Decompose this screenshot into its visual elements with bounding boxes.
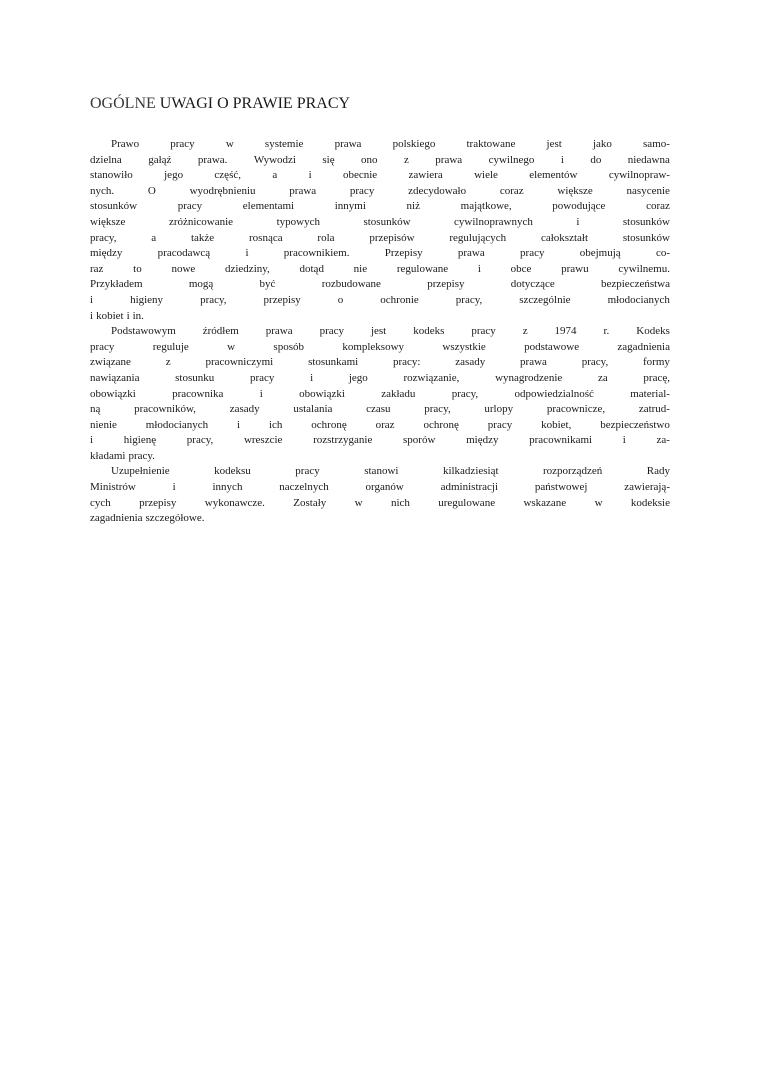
word: rozporządzeń xyxy=(543,465,603,478)
word: w xyxy=(594,496,603,509)
word: cywilnoprawnych xyxy=(454,215,533,228)
word: co- xyxy=(655,247,670,260)
word: pracy xyxy=(90,340,115,353)
word: 1974 xyxy=(554,325,577,338)
word: zagadnienia xyxy=(90,512,143,525)
word: zatrud- xyxy=(638,403,670,416)
word: stosunków xyxy=(90,200,138,213)
word: regulujących xyxy=(449,231,507,244)
word: wskazane xyxy=(523,496,567,509)
word: i xyxy=(237,418,241,431)
word: obce xyxy=(510,262,532,275)
word: prawa xyxy=(520,356,547,369)
word: pracownikiem. xyxy=(283,247,350,260)
word: przepisy xyxy=(139,496,177,509)
word: O xyxy=(147,184,156,197)
title-rest: UWAGI O PRAWIE PRACY xyxy=(159,95,351,112)
word: coraz xyxy=(646,200,670,213)
word: Podstawowym xyxy=(111,325,176,338)
word: i xyxy=(172,481,176,494)
word: elementami xyxy=(242,200,295,213)
text-line xyxy=(90,402,670,418)
word: nych. xyxy=(90,184,115,197)
text-line xyxy=(90,199,670,215)
word: za- xyxy=(656,434,670,447)
word: czasu xyxy=(366,403,391,416)
word: oraz xyxy=(375,418,395,431)
word: pracowników, xyxy=(134,403,196,416)
word: nawiązania xyxy=(90,371,140,384)
word: majątkowe, xyxy=(460,200,512,213)
word: kilkadziesiąt xyxy=(442,465,499,478)
word: i xyxy=(560,153,564,166)
word: r. xyxy=(603,325,610,338)
word: a xyxy=(272,169,278,182)
word: material- xyxy=(630,387,670,400)
word: stosunku xyxy=(175,371,215,384)
word: dotyczące xyxy=(510,278,555,291)
word: i xyxy=(308,169,312,182)
word: obecnie xyxy=(342,169,378,182)
word: traktowane xyxy=(466,138,516,150)
word: cych xyxy=(90,496,111,509)
word: szczególnie xyxy=(519,293,571,306)
text-line xyxy=(90,496,670,512)
word: rozbudowane xyxy=(321,278,381,291)
word: całokształt xyxy=(540,231,589,244)
word: wynagrodzenie xyxy=(495,371,563,384)
word: kodeks xyxy=(413,325,445,338)
word: i xyxy=(90,309,94,322)
word: i xyxy=(310,371,314,384)
word: wreszcie xyxy=(243,434,283,447)
word: z xyxy=(522,325,528,338)
word: młodocianych xyxy=(607,293,670,306)
text-line xyxy=(90,293,670,309)
word: pracę, xyxy=(643,371,670,384)
text-line xyxy=(90,464,670,480)
word: zakładu xyxy=(381,387,416,400)
word: pracy, xyxy=(424,403,451,416)
word: powodujące xyxy=(552,200,606,213)
word: kompleksowy xyxy=(342,340,405,353)
word: Ministrów xyxy=(90,481,136,494)
word: pracy xyxy=(319,325,344,338)
word: sporów xyxy=(403,434,436,447)
word: między xyxy=(90,247,123,260)
word: większe xyxy=(557,184,593,197)
text-line xyxy=(90,449,670,465)
text-line xyxy=(90,184,670,200)
text-line xyxy=(90,324,670,340)
word: pracy xyxy=(349,184,375,197)
word: prawa xyxy=(289,184,317,197)
word: pracy xyxy=(249,371,275,384)
word: to xyxy=(133,262,142,275)
word: stanowiło xyxy=(90,169,133,182)
word: pracy xyxy=(520,247,545,260)
word: pracy, xyxy=(200,293,227,306)
word: bezpieczeństwa xyxy=(600,278,670,291)
word: stosunkami xyxy=(308,356,359,369)
word: higieny xyxy=(130,293,164,306)
text-line xyxy=(90,340,670,356)
word: formy xyxy=(643,356,670,369)
word: a xyxy=(151,231,157,244)
word: prawu xyxy=(561,262,589,275)
word: stosunków xyxy=(622,231,670,244)
word: do xyxy=(590,153,602,166)
text-line xyxy=(90,355,670,371)
word: reguluje xyxy=(152,340,189,353)
word: przepisów xyxy=(369,231,415,244)
word: pracy, xyxy=(581,356,609,369)
word: odpowiedzialność xyxy=(514,387,594,400)
word: Prawo xyxy=(111,138,140,150)
title-first-word: OGÓLNE xyxy=(90,95,156,112)
word: administracji xyxy=(440,481,499,494)
word: wyodrębnieniu xyxy=(189,184,256,197)
word: zawierają- xyxy=(624,481,670,494)
word: Kodeks xyxy=(636,325,670,338)
word: pracy. xyxy=(128,449,155,462)
word: w xyxy=(225,138,234,150)
word: zróżnicowanie xyxy=(168,215,234,228)
text-line xyxy=(90,387,670,403)
word: ochronę xyxy=(423,418,459,431)
word: pracy: xyxy=(393,356,421,369)
text-line xyxy=(90,153,670,169)
word: źródłem xyxy=(202,325,239,338)
word: niedawna xyxy=(627,153,670,166)
word: wiele xyxy=(474,169,498,182)
word: obowiązki xyxy=(90,387,136,400)
word: rola xyxy=(317,231,335,244)
word: szczegółowe. xyxy=(145,512,205,525)
word: prawa xyxy=(265,325,293,338)
text-line xyxy=(90,371,670,387)
word: pracy xyxy=(471,325,496,338)
word: prawa xyxy=(435,153,463,166)
word: część, xyxy=(214,169,241,182)
word: prawa. xyxy=(197,153,228,166)
word: pracy xyxy=(177,200,203,213)
word: gałąź xyxy=(148,153,172,166)
word: pracownicze, xyxy=(546,403,606,416)
word: prawa xyxy=(457,247,485,260)
word: się xyxy=(322,153,335,166)
word: być xyxy=(259,278,276,291)
word: pracowniczymi xyxy=(205,356,274,369)
word: zawiera xyxy=(408,169,443,182)
text-line xyxy=(90,137,670,153)
word: w xyxy=(354,496,363,509)
word: cywilnego xyxy=(488,153,535,166)
word: kładami xyxy=(90,449,126,462)
text-line xyxy=(90,215,670,231)
word: kobiet, xyxy=(541,418,572,431)
word: nowe xyxy=(171,262,196,275)
word: coraz xyxy=(499,184,524,197)
word: Rady xyxy=(646,465,670,478)
word: elementów xyxy=(529,169,578,182)
word: pracy xyxy=(295,465,320,478)
word: innych xyxy=(212,481,243,494)
word: pracy, xyxy=(455,293,483,306)
word: w xyxy=(227,340,236,353)
word: o xyxy=(337,293,344,306)
word: organów xyxy=(365,481,404,494)
word: podstawowe xyxy=(524,340,580,353)
word: pracy xyxy=(170,138,195,150)
word: typowych xyxy=(276,215,320,228)
word: ochronę xyxy=(311,418,347,431)
text-line xyxy=(90,231,670,247)
word: i xyxy=(576,215,580,228)
word: innymi xyxy=(334,200,366,213)
word: Przepisy xyxy=(384,247,423,260)
word: prawa xyxy=(334,138,362,150)
word: ną xyxy=(90,403,101,416)
word: raz xyxy=(90,262,104,275)
word: jego xyxy=(348,371,368,384)
text-line xyxy=(90,511,670,527)
word: mogą xyxy=(188,278,214,291)
word: i xyxy=(245,247,249,260)
word: pracy, xyxy=(90,231,117,244)
word: i xyxy=(90,293,94,306)
word: kodeksu xyxy=(214,465,251,478)
word: uregulowane xyxy=(438,496,496,509)
word: stosunków xyxy=(363,215,411,228)
word: cywilnopraw- xyxy=(608,169,670,182)
text-line xyxy=(90,418,670,434)
word: rozstrzyganie xyxy=(313,434,373,447)
word: pracownika xyxy=(172,387,224,400)
word: młodocianych xyxy=(145,418,209,431)
word: obejmują xyxy=(579,247,621,260)
word: pracownikami xyxy=(529,434,593,447)
word: systemie xyxy=(264,138,304,150)
word: jego xyxy=(164,169,184,182)
word: pracy, xyxy=(186,434,214,447)
word: stanowi xyxy=(364,465,399,478)
word: higienę xyxy=(123,434,157,447)
word: państwowej xyxy=(534,481,588,494)
word: bezpieczeństwo xyxy=(600,418,670,431)
word: pracodawcą xyxy=(157,247,211,260)
word: przepisy xyxy=(427,278,465,291)
word: ochronie xyxy=(380,293,419,306)
word: za xyxy=(597,371,608,384)
word: dzielna xyxy=(90,153,122,166)
word: rosnąca xyxy=(249,231,283,244)
text-line xyxy=(90,309,670,325)
word: pracy, xyxy=(451,387,479,400)
word: nasycenie xyxy=(626,184,670,197)
word: także xyxy=(190,231,215,244)
text-line xyxy=(90,277,670,293)
word: rozwiązanie, xyxy=(403,371,460,384)
word: z xyxy=(165,356,171,369)
word: jako xyxy=(592,138,612,150)
word: i xyxy=(622,434,626,447)
word: nich xyxy=(390,496,410,509)
word: Wywodzi xyxy=(253,153,296,166)
word: zasady xyxy=(229,403,260,416)
word: in. xyxy=(132,309,144,322)
word: polskiego xyxy=(392,138,436,150)
word: obowiązki xyxy=(299,387,345,400)
word: stosunków xyxy=(622,215,670,228)
word: Uzupełnienie xyxy=(111,465,170,478)
word: dotąd xyxy=(299,262,324,275)
word: cywilnemu. xyxy=(618,262,670,275)
word: ich xyxy=(268,418,283,431)
text-line xyxy=(90,433,670,449)
word: pracy xyxy=(487,418,513,431)
word: zasady xyxy=(455,356,486,369)
page-title xyxy=(90,94,350,114)
word: i xyxy=(259,387,263,400)
word: jest xyxy=(370,325,387,338)
body-text xyxy=(90,137,670,527)
word: i xyxy=(477,262,481,275)
word: naczelnych xyxy=(279,481,329,494)
word: niż xyxy=(406,200,420,213)
word: związane xyxy=(90,356,131,369)
word: samo- xyxy=(643,138,670,150)
word: dziedziny, xyxy=(224,262,270,275)
word: i xyxy=(90,434,94,447)
word: urlopy xyxy=(484,403,514,416)
word: i xyxy=(126,309,130,322)
word: nienie xyxy=(90,418,117,431)
word: z xyxy=(403,153,409,166)
text-line xyxy=(90,480,670,496)
word: większe xyxy=(90,215,126,228)
word: kodeksie xyxy=(630,496,670,509)
word: jest xyxy=(546,138,562,150)
word: sposób xyxy=(273,340,304,353)
word: ustalania xyxy=(293,403,333,416)
word: zagadnienia xyxy=(617,340,670,353)
text-line xyxy=(90,168,670,184)
word: kobiet xyxy=(96,309,124,322)
word: między xyxy=(466,434,499,447)
text-line xyxy=(90,246,670,262)
word: przepisy xyxy=(263,293,301,306)
word: Przykładem xyxy=(90,278,143,291)
word: regulowane xyxy=(396,262,449,275)
word: wykonawcze. xyxy=(204,496,265,509)
text-line xyxy=(90,262,670,278)
word: ono xyxy=(361,153,378,166)
word: wszystkie xyxy=(442,340,486,353)
word: zdecydowało xyxy=(408,184,467,197)
word: Zostały xyxy=(293,496,327,509)
word: nie xyxy=(353,262,368,275)
